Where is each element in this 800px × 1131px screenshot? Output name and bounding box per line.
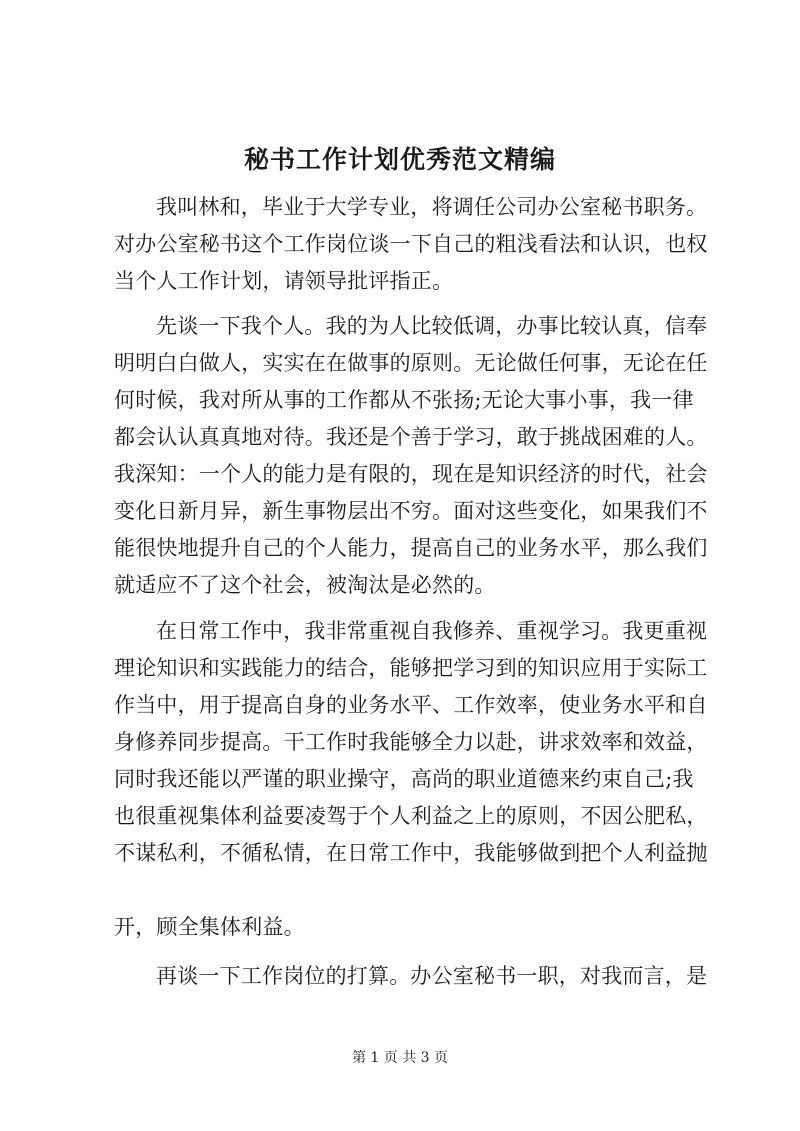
- text-line: 对办公室秘书这个工作岗位谈一下自己的粗浅看法和认识，也权: [114, 232, 708, 256]
- text-line: 明明白白做人，实实在在做事的原则。无论做任何事，无论在任: [114, 351, 708, 375]
- text-line: 变化日新月异，新生事物层出不穷。面对这些变化，如果我们不: [114, 499, 708, 523]
- text-line: 开，顾全集体利益。: [114, 915, 305, 939]
- page-footer: 第 1 页 共 3 页: [351, 1050, 449, 1066]
- text-line: 也很重视集体利益要凌驾于个人利益之上的原则，不因公肥私，: [114, 804, 708, 828]
- text-line: 在日常工作中，我非常重视自我修养、重视学习。我更重视: [156, 619, 708, 643]
- text-line: 身修养同步提高。干工作时我能够全力以赴，讲求效率和效益，: [114, 730, 708, 754]
- text-line: 不谋私利，不循私情，在日常工作中，我能够做到把个人利益抛: [114, 841, 708, 865]
- text-line: 当个人工作计划，请领导批评指正。: [114, 269, 454, 293]
- text-line: 我深知：一个人的能力是有限的，现在是知识经济的时代，社会: [114, 462, 708, 486]
- document-title: 秘书工作计划优秀范文精编: [243, 145, 556, 174]
- text-line: 都会认认真真地对待。我还是个善于学习，敢于挑战困难的人。: [114, 425, 708, 449]
- text-line: 作当中，用于提高自身的业务水平、工作效率，使业务水平和自: [114, 693, 708, 717]
- text-line: 同时我还能以严谨的职业操守，高尚的职业道德来约束自己;我: [114, 767, 694, 791]
- text-line: 理论知识和实践能力的结合，能够把学习到的知识应用于实际工: [114, 656, 708, 680]
- text-line: 就适应不了这个社会，被淘汰是必然的。: [114, 573, 496, 597]
- text-line: 我叫林和，毕业于大学专业，将调任公司办公室秘书职务。: [156, 195, 708, 219]
- text-line: 能很快地提升自己的个人能力，提高自己的业务水平，那么我们: [114, 536, 708, 560]
- text-line: 先谈一下我个人。我的为人比较低调，办事比较认真，信奉: [156, 314, 708, 338]
- text-line: 再谈一下工作岗位的打算。办公室秘书一职，对我而言，是: [156, 964, 708, 988]
- text-line: 何时候，我对所从事的工作都从不张扬;无论大事小事，我一律: [114, 388, 694, 412]
